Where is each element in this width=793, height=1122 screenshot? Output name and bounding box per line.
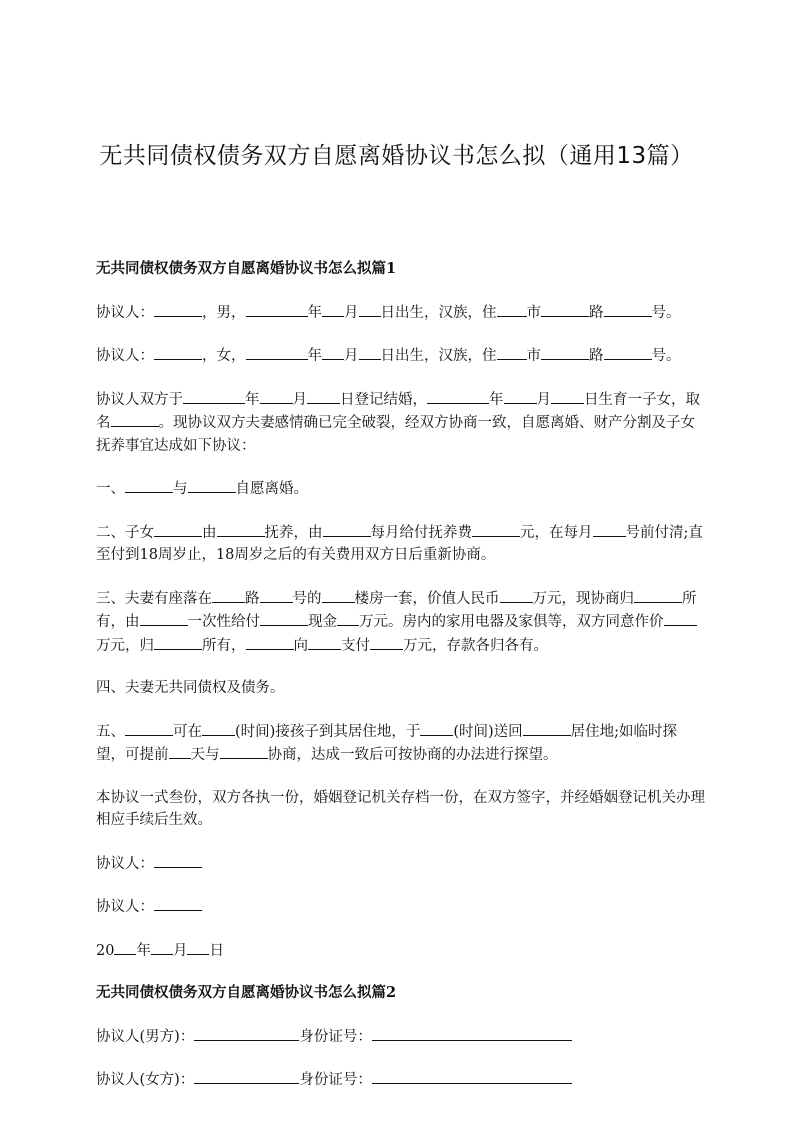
section-2-heading: 无共同债权债务双方自愿离婚协议书怎么拟篇2 bbox=[96, 984, 397, 1001]
text: 号。 bbox=[651, 304, 681, 321]
blank-line bbox=[551, 388, 584, 404]
blank-line bbox=[359, 301, 381, 317]
blank-line bbox=[220, 743, 268, 759]
blank-line bbox=[664, 610, 697, 626]
text: 协商，达成一致后可按协商的办法进行探望。 bbox=[267, 747, 558, 763]
blank-line bbox=[151, 939, 173, 955]
text: 由 bbox=[202, 524, 217, 541]
blank-line bbox=[541, 344, 589, 360]
blank-line bbox=[541, 301, 589, 317]
text: 抚养，由 bbox=[264, 524, 323, 541]
text: 年 bbox=[307, 348, 322, 364]
text: 与 bbox=[173, 481, 188, 497]
blank-line bbox=[372, 1025, 572, 1041]
blank-line bbox=[140, 610, 188, 626]
paragraph-item-3 bbox=[96, 587, 706, 658]
text: 楼房一套，价值人民币 bbox=[354, 590, 500, 607]
blank-line bbox=[260, 610, 308, 626]
blank-line bbox=[370, 634, 403, 650]
text: 协议人双方于 bbox=[96, 391, 183, 408]
blank-line bbox=[337, 610, 359, 626]
text: 协议人(男方)： bbox=[96, 1028, 195, 1045]
blank-line bbox=[169, 743, 191, 759]
text: 所有， bbox=[202, 637, 246, 654]
text: ，男， bbox=[202, 304, 246, 321]
text: 五、 bbox=[96, 723, 125, 740]
text: 万元。房内的家用电器及家俱等，双方同意作价 bbox=[359, 614, 664, 630]
blank-line bbox=[194, 1025, 299, 1041]
text: 天与 bbox=[190, 747, 220, 763]
paragraph-item-5 bbox=[96, 720, 706, 767]
party-male-id-line bbox=[96, 1025, 706, 1049]
blank-line bbox=[217, 521, 265, 537]
blank-line bbox=[212, 587, 245, 603]
blank-line bbox=[111, 411, 159, 427]
text: 协议人： bbox=[96, 304, 154, 321]
blank-line bbox=[497, 301, 527, 317]
date-line bbox=[96, 939, 706, 963]
text: 一、 bbox=[96, 481, 125, 497]
document-body bbox=[96, 258, 706, 1112]
blank-line bbox=[322, 587, 355, 603]
blank-line bbox=[604, 344, 652, 360]
text: 日生育一子女，取名 bbox=[96, 391, 700, 431]
blank-line bbox=[188, 477, 236, 493]
blank-line bbox=[202, 720, 235, 736]
text: 协议人： bbox=[96, 855, 154, 872]
blank-line bbox=[246, 344, 308, 360]
text: 协议人： bbox=[96, 348, 154, 364]
blank-line bbox=[504, 388, 537, 404]
text: 路 bbox=[589, 304, 604, 321]
text: 日出生，汉族，住 bbox=[380, 348, 497, 364]
section-1-heading: 无共同债权债务双方自愿离婚协议书怎么拟篇1 bbox=[96, 260, 397, 277]
text: 市 bbox=[526, 304, 541, 321]
text: 所有，由 bbox=[96, 590, 697, 630]
text: 元，在每月 bbox=[520, 524, 593, 541]
text: 二、子女 bbox=[96, 524, 154, 541]
text: (时间)接孩子到其居住地，于 bbox=[235, 723, 421, 740]
blank-line bbox=[497, 344, 527, 360]
text: 万元，归 bbox=[96, 637, 154, 654]
text: 协议人： bbox=[96, 899, 154, 915]
paragraph-marriage bbox=[96, 388, 706, 458]
text: 年 bbox=[307, 304, 322, 321]
text: 市 bbox=[526, 348, 541, 364]
blank-line bbox=[322, 301, 344, 317]
paragraph-party-male bbox=[96, 301, 706, 325]
blank-line bbox=[420, 720, 453, 736]
blank-line bbox=[372, 1068, 572, 1084]
blank-line bbox=[125, 720, 173, 736]
blank-line bbox=[307, 388, 340, 404]
text: 号前付清;直至付到18周岁止，18周岁之后的有关费用双方日后重新协商。 bbox=[96, 524, 703, 563]
text: 现金 bbox=[308, 614, 337, 630]
paragraph-item-1 bbox=[96, 477, 706, 501]
blank-line bbox=[604, 301, 652, 317]
blank-line bbox=[154, 521, 202, 537]
blank-line bbox=[125, 477, 173, 493]
blank-line bbox=[523, 720, 571, 736]
text: 可在 bbox=[173, 723, 202, 740]
blank-line bbox=[183, 388, 245, 404]
blank-line bbox=[154, 634, 202, 650]
blank-line bbox=[246, 634, 294, 650]
blank-line bbox=[260, 388, 293, 404]
text: 每月给付抚养费 bbox=[370, 524, 472, 541]
text: 年 bbox=[245, 391, 260, 408]
text: 月 bbox=[344, 304, 359, 321]
text: 20 bbox=[96, 942, 115, 959]
text: 年 bbox=[136, 942, 151, 959]
text: ，女， bbox=[202, 348, 246, 364]
blank-line bbox=[323, 521, 371, 537]
text: 身份证号： bbox=[299, 1072, 372, 1088]
blank-line bbox=[593, 521, 626, 537]
text: 年 bbox=[489, 391, 504, 408]
text: 万元，现协商归 bbox=[532, 590, 634, 607]
blank-line bbox=[322, 344, 344, 360]
text: 路 bbox=[589, 348, 604, 364]
text: 日 bbox=[209, 942, 224, 959]
text: 月 bbox=[344, 348, 359, 364]
blank-line bbox=[187, 939, 209, 955]
paragraph-item-4: 四、夫妻无共同债权及债务。 bbox=[96, 680, 285, 696]
blank-line bbox=[154, 852, 202, 868]
blank-line bbox=[154, 301, 202, 317]
blank-line bbox=[114, 939, 136, 955]
text: 号的 bbox=[292, 590, 322, 607]
text: 向 bbox=[293, 637, 308, 654]
blank-line bbox=[246, 301, 308, 317]
text: 三、夫妻有座落在 bbox=[96, 590, 212, 607]
text: 日出生，汉族，住 bbox=[380, 304, 497, 321]
text: 居住地;如临时探望，可提前 bbox=[96, 723, 678, 763]
blank-line bbox=[194, 1068, 299, 1084]
text: 号。 bbox=[651, 348, 681, 364]
text: 一次性给付 bbox=[187, 614, 260, 630]
text: 月 bbox=[172, 942, 188, 959]
blank-line bbox=[154, 344, 202, 360]
signature-line-2 bbox=[96, 895, 706, 919]
text: 月 bbox=[292, 391, 307, 408]
text: 路 bbox=[245, 590, 260, 607]
text: 月 bbox=[536, 391, 551, 408]
blank-line bbox=[500, 587, 533, 603]
paragraph-party-female bbox=[96, 344, 706, 368]
party-female-id-line bbox=[96, 1068, 706, 1092]
blank-line bbox=[308, 634, 341, 650]
blank-line bbox=[260, 587, 293, 603]
paragraph-item-2 bbox=[96, 521, 706, 567]
signature-line-1 bbox=[96, 852, 706, 876]
text: 协议人(女方)： bbox=[96, 1072, 195, 1088]
text: 日登记结婚， bbox=[340, 391, 427, 408]
text: 自愿离婚。 bbox=[235, 481, 308, 497]
blank-line bbox=[427, 388, 489, 404]
text: 万元，存款各归各有。 bbox=[403, 637, 548, 654]
document-title: 无共同债权债务双方自愿离婚协议书怎么拟（通用13篇） bbox=[99, 143, 694, 169]
text: 身份证号： bbox=[299, 1028, 372, 1045]
text: (时间)送回 bbox=[453, 723, 523, 740]
text: 。现协议双方夫妻感情确已完全破裂，经双方协商一致，自愿离婚、财产分割及子女抚养事宜达成如下协议： bbox=[96, 415, 695, 454]
blank-line bbox=[154, 895, 202, 911]
blank-line bbox=[634, 587, 682, 603]
blank-line bbox=[472, 521, 520, 537]
paragraph-validity: 本协议一式叁份，双方各执一份，婚姻登记机关存档一份，在双方签字，并经婚姻登记机关办理相应手续后生效。 bbox=[96, 789, 705, 828]
blank-line bbox=[359, 344, 381, 360]
text: 支付 bbox=[341, 637, 370, 654]
